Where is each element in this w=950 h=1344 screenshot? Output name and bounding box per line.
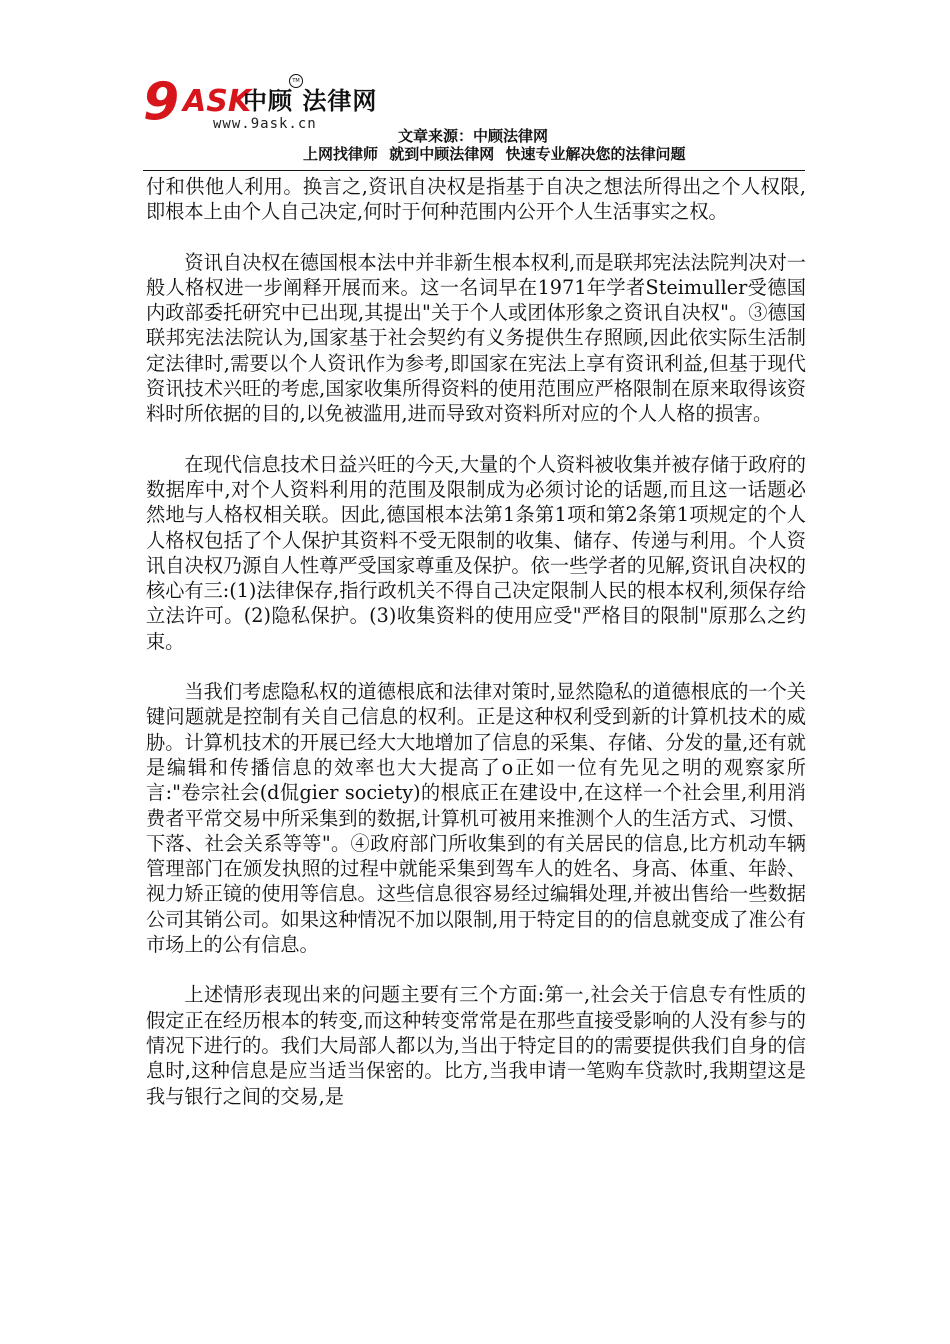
logo-chinese-name: 中顾 法律网 — [243, 87, 378, 115]
article-body — [146, 174, 806, 1109]
logo-ask-text: ASK — [183, 84, 252, 119]
paragraph: 当我们考虑隐私权的道德根底和法律对策时,显然隐私的道德根底的一个关键问题就是控制有关自己信息的权利。正是这种权利受到新的计算机技术的威胁。计算机技术的开展已经大大地增加了信息的采集、存储、分发的量,还有就是编辑和传播信息的效率也大大提高了o正如一位有先见之明的观察家所言:"卷宗社会(d侃gier society)的根底正在建设中,在这样一个社会里,利用消费者平常交易中所采集到的数据,计算机可被用来推测个人的生活方式、习惯、下落、社会关系等等"。④政府部门所收集到的有关居民的信息,比方机动车辆管理部门在颁发执照的过程中就能采集到驾车人的姓名、身高、体重、年龄、视力矫正镜的使用等信息。这些信息很容易经过编辑处理,并被出售给一些数据公司其销公司。如果这种情况不加以限制,用于特定目的的信息就变成了准公有市场上的公有信息。 — [146, 680, 806, 957]
paragraph: 付和供他人利用。换言之,资讯自决权是指基于自决之想法所得出之个人权限,即根本上由个人自己决定,何时于何种范围内公开个人生活事实之权。 — [146, 175, 806, 224]
paragraph: 在现代信息技术日益兴旺的今天,大量的个人资料被收集并被存储于政府的数据库中,对个人资料利用的范围及限制成为必须讨论的话题,而且这一话题必然地与人格权相关联。因此,德国根本法第1条第1项和第2条第1项规定的个人人格权包括了个人保护其资料不受无限制的收集、储存、传递与利用。个人资讯自决权乃源自人性尊严受国家尊重及保护。依一些学者的见解,资讯自决权的核心有三:(1)法律保存,指行政机关不得自己决定限制人民的根本权利,须保存给立法许可。(2)隐私保护。(3)收集资料的使用应受"严格目的限制"原那么之约束。 — [146, 452, 806, 653]
site-logo[interactable] — [143, 74, 403, 134]
logo-mark: 9 — [143, 72, 177, 132]
logo-url: www.9ask.cn — [213, 116, 317, 132]
trademark-icon: TM — [289, 74, 303, 88]
header-divider — [143, 170, 805, 171]
header-slogan: 上网找律师 就到中顾法律网 快速专业解决您的法律问题 — [303, 145, 686, 163]
article-source: 文章来源：中顾法律网 — [398, 127, 549, 145]
paragraph: 上述情形表现出来的问题主要有三个方面:第一,社会关于信息专有性质的假定正在经历根本的转变,而这种转变常常是在那些直接受影响的人没有参与的情况下进行的。我们大局部人都以为,当出于特定目的的需要提供我们自身的信息时,这种信息是应当适当保密的。比方,当我申请一笔购车贷款时,我期望这是我与银行之间的交易,是 — [146, 983, 806, 1108]
paragraph: 资讯自决权在德国根本法中并非新生根本权利,而是联邦宪法法院判决对一般人格权进一步阐释开展而来。这一名词早在1971年学者Steimuller受德国内政部委托研究中已出现,其提出"关于个人或团体形象之资讯自决权"。③德国联邦宪法法院认为,国家基于社会契约有义务提供生存照顾,因此依实际生活制定法律时,需要以个人资讯作为参考,即国家在宪法上享有资讯利益,但基于现代资讯技术兴旺的考虑,国家收集所得资料的使用范围应严格限制在原来取得该资料时所依据的目的,以免被滥用,进而导致对资料所对应的个人人格的损害。 — [146, 250, 806, 426]
